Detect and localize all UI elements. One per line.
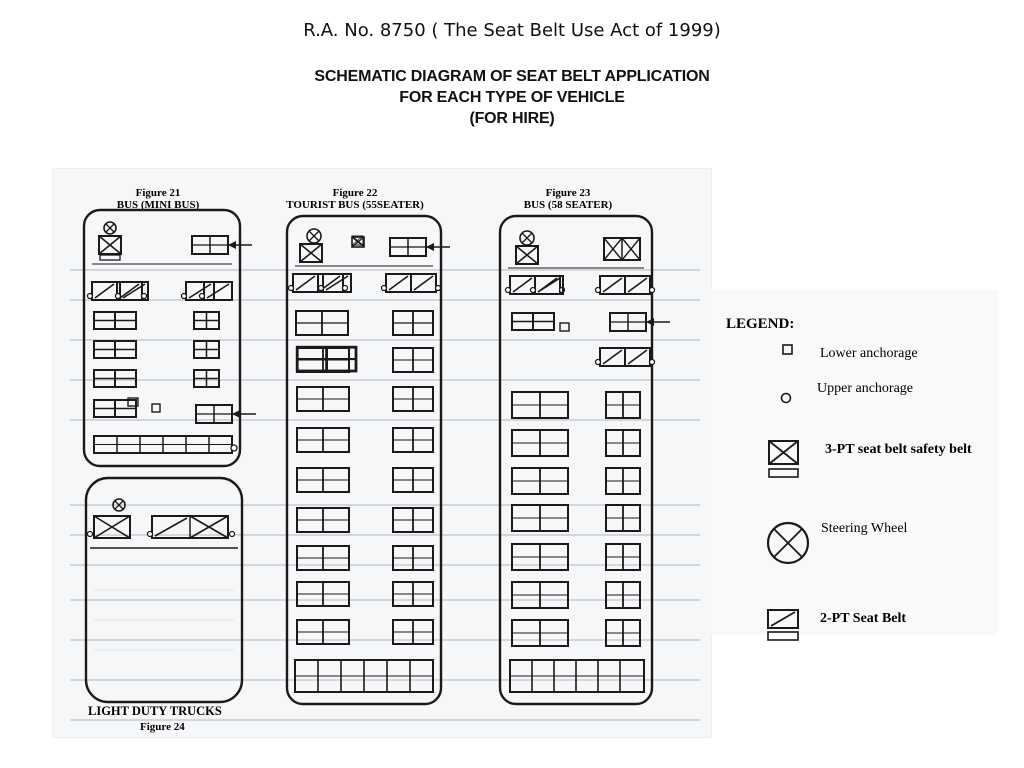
fig21-driver-seat	[99, 222, 121, 260]
fig22-seat-rows	[289, 274, 441, 335]
legend-3pt-belt-label: 3-PT seat belt safety belt	[825, 442, 972, 457]
fig22-name: TOURIST BUS (55SEATER)	[286, 199, 424, 211]
legend-title: LEGEND:	[726, 316, 795, 332]
upper-anchorage-symbol	[782, 394, 791, 403]
3pt-belt-symbol	[769, 441, 798, 477]
heading-line-3: (FOR HIRE)	[469, 110, 555, 127]
fig24-name: LIGHT DUTY TRUCKS	[88, 704, 222, 718]
2pt-belt-symbol	[768, 610, 798, 640]
legend-upper-anchorage-label: Upper anchorage	[817, 381, 914, 396]
page-title: R.A. No. 8750 ( The Seat Belt Use Act of 1999)	[303, 20, 721, 41]
fig21-seat-rows	[88, 282, 257, 453]
legend-lower-anchorage-label: Lower anchorage	[820, 346, 918, 361]
fig22-number: Figure 22	[332, 187, 378, 199]
fig23-number: Figure 23	[545, 187, 591, 199]
fig22-tourist-bus	[287, 216, 450, 704]
legend-steering-wheel-label: Steering Wheel	[821, 521, 908, 536]
fig21-name: BUS (MINI BUS)	[116, 199, 200, 211]
heading-line-1: SCHEMATIC DIAGRAM OF SEAT BELT APPLICATION	[314, 68, 710, 85]
lower-anchorage-symbol	[783, 345, 792, 354]
heading-line-2: FOR EACH TYPE OF VEHICLE	[399, 89, 625, 106]
fig21-number: Figure 21	[135, 187, 181, 199]
fig23-bus-58-seater	[500, 216, 670, 704]
fig24-number: Figure 24	[140, 721, 185, 733]
legend	[726, 316, 972, 640]
fig21-mini-bus	[84, 210, 256, 466]
fig23-name: BUS (58 SEATER)	[523, 199, 613, 211]
fig22-bench-rows	[297, 347, 356, 371]
legend-2pt-belt-label: 2-PT Seat Belt	[820, 611, 907, 626]
steering-wheel-symbol	[768, 523, 808, 563]
